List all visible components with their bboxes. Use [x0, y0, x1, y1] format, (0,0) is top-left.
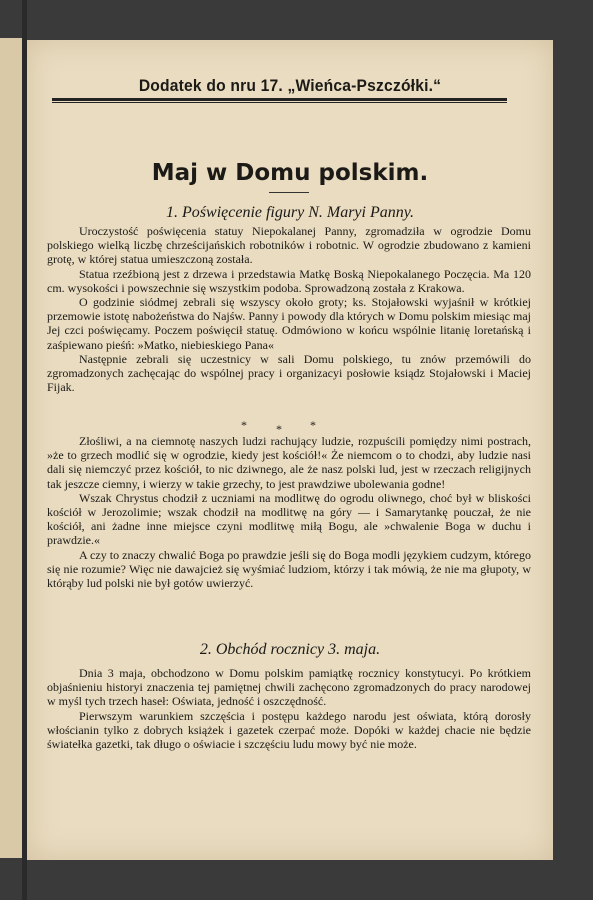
supplement-header: Dodatek do nru 17. „Wieńca-Pszczółki.“ [138, 76, 442, 95]
paragraph: Uroczystość poświęcenia statuy Niepokalanej Panny, zgromadziła w ogrodzie Domu polskiego wielką liczbę chrześcijańskich robotników i robotnic. W ogrodzie zbudowano z kamieni grotę, w której statua umieszczoną została. [47, 224, 531, 267]
section-title-2: 2. Obchód rocznicy 3. maja. [199, 641, 381, 658]
section-1-body [47, 224, 531, 394]
paragraph: Wszak Chrystus chodził z uczniami na modlitwę do ogrodu oliwnego, choć był w bliskości kościół w Jerozolimie; wszak chodził na modlitwę na góry — i Samarytankę pouczał, że nie kościół, ani żadne inne miejsce czyni modlitwę miłą Bogu, ale »chwalenie Boga w duchu i prawdzie.« [47, 490, 531, 548]
asterisk: * [310, 418, 316, 432]
section-title-1: 1. Poświęcenie figury N. Maryi Panny. [166, 204, 414, 221]
section-2-body [47, 666, 531, 751]
adjacent-page-edge [0, 38, 22, 858]
header-rule-thick [52, 98, 507, 101]
section-divider-asterisks [27, 418, 553, 436]
paragraph: Dnia 3 maja, obchodzono w Domu polskim pamiątkę rocznicy konstytucyi. Po krótkiem objaśnieniu historyi znaczenia tej pamiętnej chwili zachęcono zgromadzonych do pracy narodowej w myśl tych trzech haseł: Oświata, jedność i oszczędność. [47, 666, 531, 709]
paragraph: A czy to znaczy chwalić Boga po prawdzie jeśli się do Boga modli językiem cudzym, którego się nie rozumie? Więc nie dawajcież się wyśmiać ludziom, którzy i tak mówią, że nie ma głupoty, w którąby lud polski nie był gotów uwierzyć. [47, 547, 531, 591]
paragraph: O godzinie siódmej zebrali się wszyscy około groty; ks. Stojałowski wyjaśnił w krótkiej przemowie istotę nabożeństwa do Najśw. Panny i powody dla których w Domu polskim miesiąc maj Jej czci poświęcamy. Poczem poświęcił statuę. Odmówiono w końcu wspólnie litanię loretańską i zaśpiewano pieśń: »Matko, niebieskiego Pana« [47, 295, 531, 352]
asterisk: * [276, 422, 282, 436]
article-title: Maj w Domu polskim. [151, 160, 429, 186]
paragraph: Pierwszym warunkiem szczęścia i postępu każdego narodu jest oświata, którą dorosły włościanin tylko z dobrych książek i gazetek czerpać może. Dopóki w każdej chacie nie będzie światełka gazetki, tak długo o oświacie i szczęściu ludu mowy być nie może. [47, 708, 531, 752]
section-interlude-body [47, 434, 531, 590]
paragraph: Następnie zebrali się uczestnicy w sali Domu polskiego, tu znów przemówili do zgromadzonych zachęcając do wspólnej pracy i organizacyi posłowie ksiądz Stojałowski i Maciej Fijak. [47, 351, 531, 395]
header-rule-thin [52, 102, 507, 103]
paragraph: Statua rzeźbioną jest z drzewa i przedstawia Matkę Boską Niepokalanego Poczęcia. Ma 120 cm. wysokości i powszechnie się wszystkim podoba. Sprowadzoną została z Krakowa. [47, 266, 531, 295]
asterisk: * [241, 418, 247, 432]
title-underline [269, 192, 309, 193]
newspaper-page [27, 40, 553, 860]
paragraph: Złośliwi, a na ciemnotę naszych ludzi rachujący ludzie, rozpuścili pomiędzy nimi postrach, »że to grzech modlić się w ogrodzie, kiedy jest kościół!« Że niemcom o to chodzi, aby ludzie nasi dali się niemczyć przez kościół, to nic dziwnego, ale że nasz polski lud, jest w rzeczach religijnych tak jeszcze ciemny, i wierzy w takie grzechy, to jest prawdziwe ubolewania godne! [47, 434, 531, 491]
